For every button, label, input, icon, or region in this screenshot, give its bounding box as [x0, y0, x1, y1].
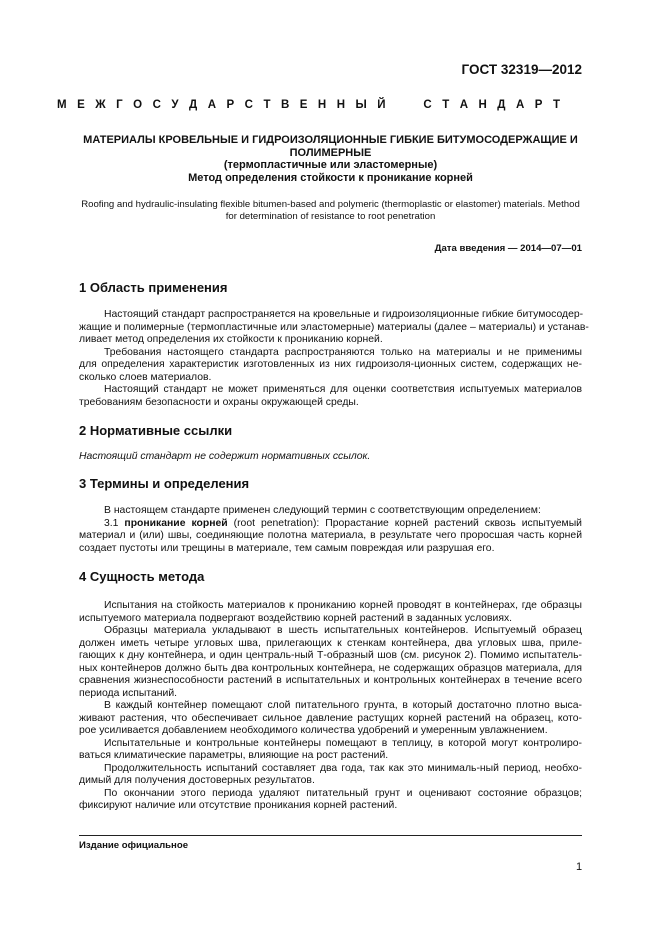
text-line: Испытания на стойкость материалов к прониканию корней проводят в контейнерах, где образцы — [104, 600, 582, 611]
text-line: 3.1 проникание корней (root penetration): Прорастание корней растений сквозь испытуемый — [104, 517, 582, 529]
text-line: ливает метод определения их стойкости к прониканию корней. — [79, 334, 383, 345]
banner-space — [396, 99, 399, 111]
text-line: В каждый контейнер помещают слой питательного грунта, в который достаточно плотно выса- — [104, 700, 582, 711]
banner-letter: Н — [478, 99, 487, 111]
text-line: Настоящий стандарт не может применяться для оценки соответствия испытуемых материалов — [104, 384, 582, 395]
text-line: По окончании этого периода удаляют питательный грунт и оценивают состояние образцов; — [104, 787, 582, 799]
text-line: В настоящем стандарте применен следующий термин с соответствующим определением: — [104, 505, 541, 516]
banner-letter: Г — [116, 99, 123, 111]
title-line: (термопластичные или эластомерные) — [223, 159, 438, 172]
section-heading: 2 Нормативные ссылки — [79, 423, 233, 438]
text-line: Настоящий стандарт не содержит нормативных ссылок. — [79, 451, 371, 462]
text-line: сравнения жизнеспособности растений в испытательных и контрольных контейнерах в течение всего — [79, 675, 582, 686]
english-title-line: Roofing and hydraulic-insulating flexible bitumen-based and polymeric (thermoplastic or elastomer) materials. Method — [81, 199, 580, 210]
banner-letter: Д — [497, 99, 506, 111]
section-heading: 3 Термины и определения — [79, 476, 250, 491]
banner-letter: С — [423, 99, 432, 111]
official-edition-label: Издание официальное — [79, 840, 189, 851]
text-line: ваться климатические параметры, влияющие на рост растений. — [79, 750, 389, 761]
text-line: ных контейнеров должно быть два контрольных контейнера, не содержащих образцов материала, для — [79, 662, 582, 674]
text-line: гающих к дну контейнера, и один централь-ный Т-образный шов (см. рисунок 2). Помимо испытатель- — [79, 650, 582, 661]
text-line: Образцы материала укладывают в шесть испытательных контейнеров. Испытуемый образец — [104, 625, 582, 636]
banner-letter: Р — [534, 99, 543, 111]
banner-letter: М — [57, 99, 67, 111]
section-heading: 4 Сущность метода — [79, 569, 205, 584]
text-line: фиксируют наличие или отсутствие проникания корней растений. — [79, 800, 398, 811]
banner-letter: А — [515, 99, 525, 111]
banner-letter: Н — [317, 99, 327, 111]
text-line: Продолжительность испытаний составляет два года, так как это минималь-ный период, необхо- — [104, 762, 582, 774]
text-line: Испытательные и контрольные контейнеры помещают в теплицу, в которой могут контролиро- — [104, 737, 582, 749]
text-line: жащие и полимерные (термопластичные или эластомерные) материалы (далее – материалы) и устанав- — [79, 321, 589, 333]
text-line: испытуемого материала подвергают воздействию корней растений в заданных условиях. — [79, 612, 513, 624]
text-line: создает пустоты или трещины в материале, тем самым повреждая или разрушая его. — [79, 542, 495, 554]
text-line: димый для получения достоверных результатов. — [79, 775, 315, 786]
banner-letter: А — [459, 99, 469, 111]
banner-letter: С — [244, 99, 253, 111]
text-line: Настоящий стандарт распространяется на кровельные и гидроизоляционные гибкие битумосодер- — [104, 309, 584, 320]
interstate-standard-banner — [57, 99, 560, 111]
title-line: Метод определения стойкости к проникание корней — [188, 171, 473, 184]
banner-letter: Т — [552, 99, 560, 111]
page-number: 1 — [576, 861, 583, 873]
section-heading: 1 Область применения — [79, 280, 228, 295]
text-line: должен иметь четыре угловых шва, прилегающих к стенкам контейнера, два угловых шва, приле- — [79, 637, 582, 649]
banner-letter: Д — [189, 99, 198, 111]
introduction-date: Дата введения — 2014—07—01 — [434, 243, 582, 254]
banner-letter: Т — [263, 99, 271, 111]
footer-divider — [79, 835, 582, 836]
banner-letter: У — [171, 99, 179, 111]
defined-term: проникание корней — [124, 517, 228, 529]
banner-letter: Р — [226, 99, 235, 111]
text-line: рое усиливается добавлением необходимого количества удобрений и умеренным увлажнением. — [79, 725, 548, 736]
text-line: периода испытаний. — [79, 687, 178, 699]
banner-letter: А — [207, 99, 217, 111]
title-line: ПОЛИМЕРНЫЕ — [289, 146, 372, 159]
banner-letter: О — [133, 99, 143, 111]
document-title — [10, 134, 651, 184]
section-note — [79, 451, 582, 464]
banner-letter: С — [152, 99, 161, 111]
section-body — [79, 600, 582, 813]
text-line: материал и (или) швы, соединяющие полотна материала, в результате чего проросшая часть корней — [79, 530, 582, 541]
title-line: МАТЕРИАЛЫ КРОВЕЛЬНЫЕ И ГИДРОИЗОЛЯЦИОННЫЕ ГИБКИЕ БИТУМОСОДЕРЖАЩИЕ И — [83, 134, 578, 146]
section-body — [79, 505, 582, 555]
standard-code: ГОСТ 32319—2012 — [461, 62, 582, 77]
english-title — [10, 199, 651, 223]
banner-space — [410, 99, 413, 111]
banner-letter: Е — [299, 99, 308, 111]
banner-letter: Н — [336, 99, 346, 111]
section-body — [79, 309, 589, 409]
banner-letter: Т — [442, 99, 450, 111]
text-line: живают растения, что обеспечивает сильное давление растущих корней растений на образец, кото- — [79, 712, 582, 724]
english-title-line: for determination of resistance to root penetration — [225, 211, 436, 222]
banner-letter: Ы — [355, 99, 367, 111]
text-line: требованиям безопасности и охраны окружающей среды. — [79, 396, 359, 408]
banner-letter: Й — [377, 99, 386, 111]
banner-letter: Ж — [95, 99, 106, 111]
banner-letter: В — [280, 99, 290, 111]
text-line: Требования настоящего стандарта распространяются только на материалы и не применимы — [104, 346, 582, 358]
text-line: для определения характеристик изготовленных из них гидроизоля-ционных систем, содержащих не- — [79, 359, 582, 370]
banner-letter: Е — [77, 99, 85, 111]
text-line: сколько слоев материалов. — [79, 371, 212, 383]
